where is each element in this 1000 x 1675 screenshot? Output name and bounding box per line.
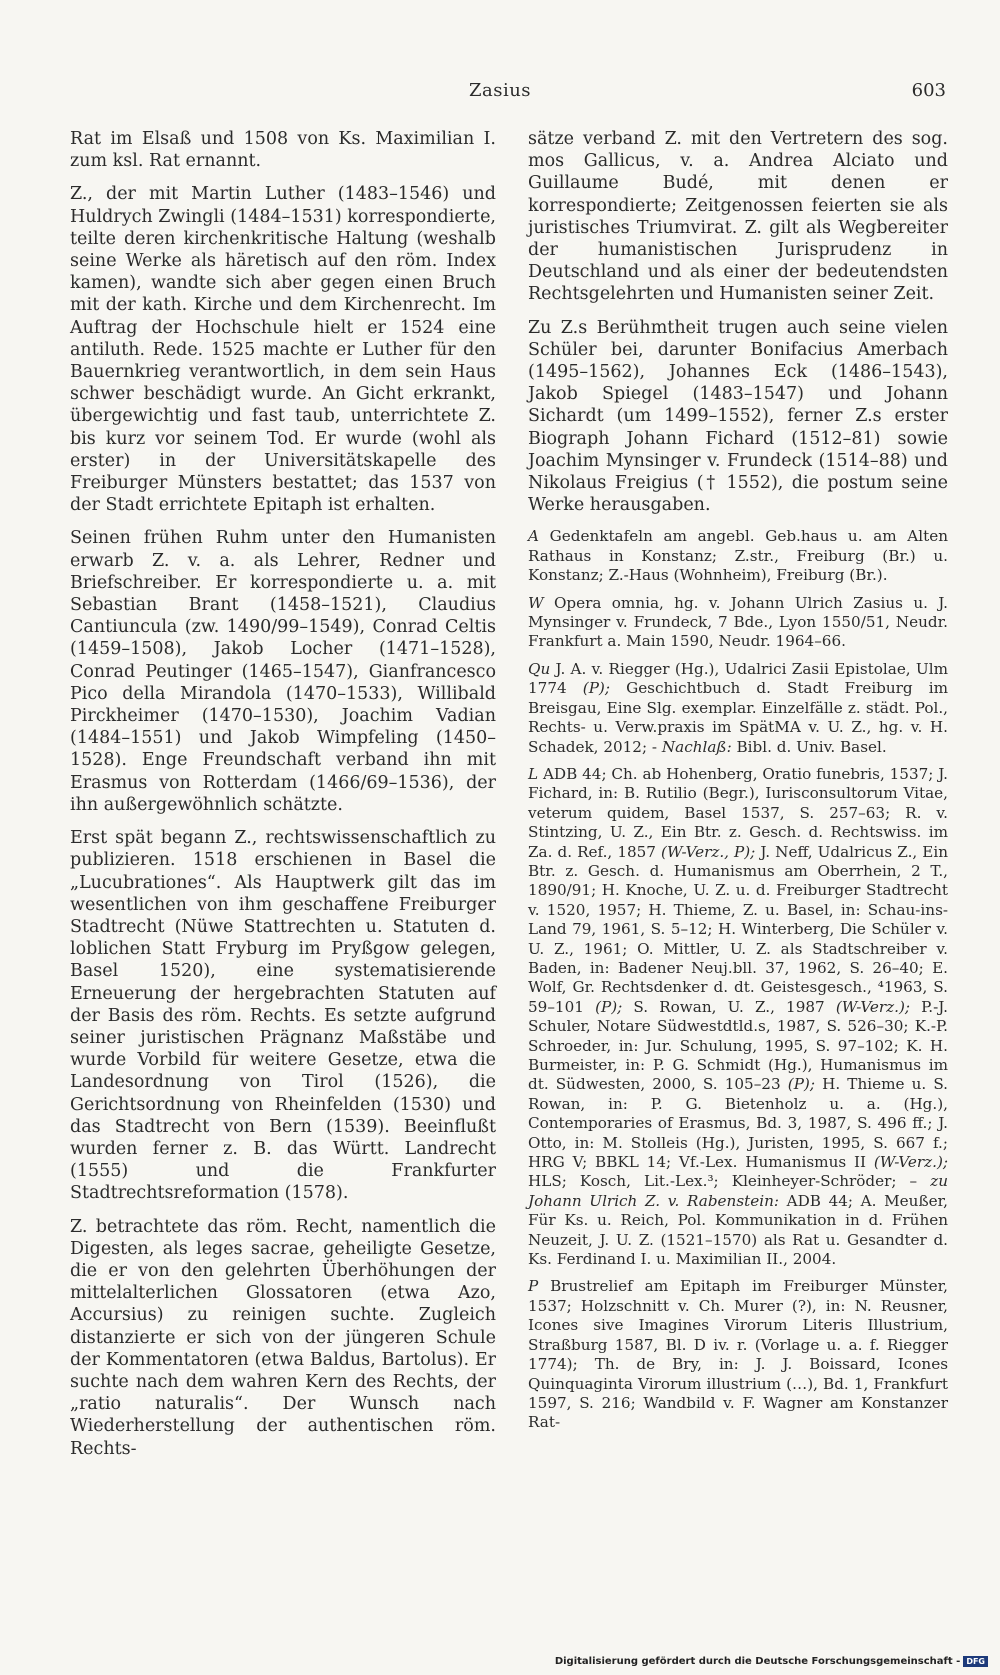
reference-portraits [528, 1277, 948, 1432]
reference-text: J. A. v. Riegger (Hg.), Udalrici Zasii Epistolae, Ulm 1774 [528, 659, 948, 698]
dfg-logo: DFG [963, 1656, 988, 1667]
paragraph: Z. betrachtete das röm. Recht, namentlich die Digesten, als leges sacrae, geheiligte Gesetze, die er von den gelehrten Überhöhungen der mittelalterlichen Glossatoren (etwa Azo, Accursius) zu reinigen suchte. Zugleich distanzierte er sich von der jüngeren Schule der Kommentatoren (etwa Baldus, Bartolus). Er suchte nach dem wahren Kern des Rechts, der „ratio naturalis“. Der Wunsch nach Wiederherstellung der authentischen röm. Rechts- [70, 1216, 496, 1459]
reference-label: Qu [528, 659, 551, 678]
paragraph: sätze verband Z. mit den Vertretern des sog. mos Gallicus, v. a. Andrea Alciato und Guillaume Budé, mit denen er korrespondierte; Zeitgenossen feierten sie als juristisches Triumvirat. Z. gilt als Wegbereiter der humanistischen Jurisprudenz in Deutschland und als einer der bedeutendsten Rechtsgelehrten und Humanisten seiner Zeit. [528, 129, 948, 305]
reference-italic: (W-Verz., P); [661, 842, 756, 861]
reference-text: Bibl. d. Univ. Basel. [736, 737, 887, 756]
reference-label: A [528, 527, 539, 546]
paragraph: Rat im Elsaß und 1508 von Ks. Maximilian I. zum ksl. Rat ernannt. [70, 129, 496, 172]
reference-italic: (W-Verz.); [873, 1153, 948, 1172]
reference-italic: Nachlaß: [661, 737, 732, 756]
left-column [70, 128, 496, 1471]
reference-label: L [528, 764, 539, 783]
credit-text: Digitalisierung gefördert durch die Deutsche Forschungsgemeinschaft - [554, 1656, 961, 1667]
reference-italic: zu Johann Ulrich Z. v. Rabenstein: [528, 1172, 949, 1210]
right-column [528, 128, 948, 1441]
reference-text: HLS; Kosch, Lit.-Lex.³; Kleinheyer-Schröder; – [528, 1172, 918, 1191]
reference-text: ADB 44; Ch. ab Hohenberg, Oratio funebris, 1537; J. Fichard, in: B. Rutilio (Begr.), Iurisconsultorum Vitae, veterum quidem, Basel 1537, S. 257–63; R. v. Stintzing, U. Z., Ein Btr. z. Gesch. d. Rechtswiss. im Za. d. Ref., 1857 [528, 764, 949, 861]
reference-text: S. Rowan, U. Z., 1987 [633, 997, 825, 1016]
reference-text: H. Thieme u. S. Rowan, in: P. G. Bietenholz u. a. (Hg.), Contemporaries of Erasmus, Bd. 3, 1987, S. 496 ff.; J. Otto, in: M. Stolleis (Hg.), Juristen, 1995, S. 667 f.; HRG V; BBKL 14; Vf.-Lex. Humanismus II [528, 1075, 949, 1172]
reference-text: Gedenktafeln am angebl. Geb.haus u. am Alten Rathaus in Konstanz; Z.str., Freiburg (Br.) u. Konstanz; Z.-Haus (Wohnheim), Freiburg (Br.). [528, 527, 948, 585]
reference-text: ADB 44; A. Meußer, Für Ks. u. Reich, Pol. Kommunikation in d. Frühen Neuzeit, J. U. Z. (1521–1570) als Rat u. Gesandter d. Ks. Ferdinand I. u. Maximilian II., 2004. [528, 1191, 948, 1269]
reference-text: Geschichtbuch d. Stadt Freiburg im Breisgau, Eine Slg. exemplar. Einzelfälle z. städt. Pol., Rechts- u. Verw.praxis im SpätMA v. U. Z., hg. v. H. Schadek, 2012; - [528, 679, 949, 756]
paragraph: Seinen frühen Ruhm unter den Humanisten erwarb Z. v. a. als Lehrer, Redner und Briefschreiber. Er korrespondierte u. a. mit Sebastian Brant (1458–1521), Claudius Cantiuncula (zw. 1490/99–1549), Conrad Celtis (1459–1508), Jakob Locher (1471–1528), Conrad Peutinger (1465–1547), Gianfrancesco Pico della Mirandola (1470–1533), Willibald Pirckheimer (1470–1530), Joachim Vadian (1484–1551) und Jakob Wimpfeling (1450–1528). Enge Freundschaft verband ihn mit Erasmus von Rotterdam (1466/69–1536), der ihn außergewöhnlich schätzte. [70, 528, 496, 815]
reference-italic: (P); [595, 997, 623, 1016]
paragraph: Zu Z.s Berühmtheit trugen auch seine vielen Schüler bei, darunter Bonifacius Amerbach (1495–1562), Johannes Eck (1486–1543), Jakob Spiegel (1483–1547) und Johann Sichardt (um 1499–1552), ferner Z.s erster Biograph Johann Fichard (1512–81) sowie Joachim Mynsinger v. Frundeck (1514–88) und Nikolaus Freigius († 1552), die postum seine Werke herausgaben. [528, 317, 948, 516]
reference-label: W [528, 593, 544, 612]
reference-works [528, 594, 948, 652]
reference-text: P.-J. Schuler, Notare Südwestdtld.s, 1987, S. 526–30; K.-P. Schroeder, in: Jur. Schulung, 1995, S. 97–102; K. H. Burmeister, in: P. G. Schmidt (Hg.), Humanismus im dt. Südwesten, 2000, S. 105–23 [528, 997, 948, 1094]
reference-italic: (P); [787, 1075, 815, 1094]
reference-text: Brustrelief am Epitaph im Freiburger Münster, 1537; Holzschnitt v. Ch. Murer (?), in: N. Reusner, Icones sive Imagines Virorum Literis Illustrium, Straßburg 1587, Bl. D iv. r. (Vorlage u. a. f. Riegger 1774); Th. de Bry, in: J. J. Boissard, Icones Quinquaginta Virorum illustrium (…), Bd. 1, Frankfurt 1597, S. 216; Wandbild v. F. Wagner am Konstanzer Rat- [528, 1277, 948, 1432]
reference-label: P [528, 1277, 539, 1296]
reference-text: J. Neff, Udalricus Z., Ein Btr. z. Gesch. d. Humanismus am Oberrhein, 2 T., 1890/91; H. Knoche, U. Z. u. d. Freiburger Stadtrecht v. 1520, 1957; H. Thieme, Z. u. Basel, in: Schau-ins-Land 79, 1961, S. 5–12; H. Winterberg, Die Schüler v. U. Z., 1961; O. Mittler, U. Z. als Stadtschreiber v. Baden, in: Badener Neuj.bll. 37, 1962, S. 26–40; E. Wolf, Gr. Rechtsdenker d. dt. Geistesgesch., ⁴1963, S. 59–101 [528, 842, 949, 1016]
reference-italic: (W-Verz.); [835, 997, 911, 1016]
reference-awards [528, 527, 948, 585]
reference-text: Opera omnia, hg. v. Johann Ulrich Zasius u. J. Mynsinger v. Frundeck, 7 Bde., Lyon 1550/51, Neudr. Frankfurt a. Main 1590, Neudr. 1964–66. [528, 593, 948, 651]
page-number: 603 [911, 80, 946, 101]
paragraph: Erst spät begann Z., rechtswissenschaftlich zu publizieren. 1518 erschienen in Basel die „Lucubrationes“. Als Hauptwerk gilt das im wesentlichen von ihm geschaffene Freiburger Stadtrecht (Nüwe Stattrechten u. Statuten d. loblichen Statt Fryburg im Pryßgow gelegen, Basel 1520), eine systematisierende Erneuerung der hergebrachten Statuten auf der Basis des röm. Rechts. Es setzte aufgrund seiner juristischen Prägnanz Maßstäbe und wurde Vorbild für weitere Gesetze, etwa die Landesordnung von Tirol (1526), die Gerichtsordnung von Rheinfelden (1530) und das Stadtrecht von Bern (1539). Beeinflußt wurden ferner z. B. das Württ. Landrecht (1555) und die Frankfurter Stadtrechtsreformation (1578). [70, 828, 496, 1204]
digitization-credit [555, 1656, 988, 1667]
reference-literature [528, 765, 948, 1270]
running-head-title: Zasius [468, 80, 532, 101]
reference-italic: (P); [582, 679, 610, 698]
paragraph: Z., der mit Martin Luther (1483–1546) und Huldrych Zwingli (1484–1531) korrespondierte, teilte deren kirchenkritische Haltung (weshalb seine Werke als häretisch auf den röm. Index kamen), wandte sich aber gegen einen Bruch mit der kath. Kirche und dem Kirchenrecht. Im Auftrag der Hochschule hielt er 1524 eine antiluth. Rede. 1525 machte er Luther für den Bauernkrieg verantwortlich, in dem sein Haus schwer beschädigt wurde. An Gicht erkrankt, übergewichtig und fast taub, unterrichtete Z. bis kurz vor seinem Tod. Er wurde (wohl als erster) in der Universitätskapelle des Freiburger Münsters bestattet; das 1537 von der Stadt errichtete Epitaph ist erhalten. [70, 184, 496, 516]
reference-sources [528, 660, 948, 757]
